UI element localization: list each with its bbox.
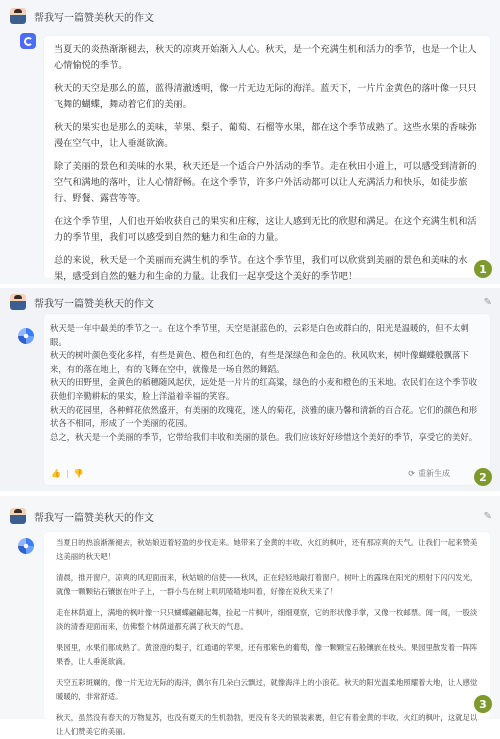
bot-logo-icon (20, 33, 36, 49)
number-badge: 2 (474, 468, 492, 486)
number-badge: 1 (474, 260, 492, 278)
answer-paragraph: 秋天是一年中最美的季节之一。在这个季节里，天空是湛蓝色的，云彩是白色或群白的，阳光是温暖的，但不太刺眼。 (50, 323, 469, 347)
edit-icon[interactable]: ✎ (483, 510, 492, 522)
answer-paragraph: 果园里，水果们都成熟了。黄澄澄的梨子，红通通的苹果，还有那紫色的葡萄，像一颗颗宝石般镶嵌在枝头。果园里散发着一阵阵果香，让人垂涎欲滴。 (56, 643, 478, 666)
answer-paragraph: 天空五彩斑斓的，像一片无边无际的海洋，偶尔有几朵白云飘过，就像海洋上的小浪花。秋天的阳光温柔地照耀着大地，让人感觉暖暖的，非常舒适。 (56, 678, 478, 701)
divider: | (66, 468, 69, 478)
refresh-icon: ⟳ (408, 468, 415, 478)
user-question: 帮我写一篇赞美秋天的作文 (34, 12, 154, 24)
answer-paragraph: 总之，秋天是一个美丽的季节，它带给我们丰收和美丽的景色。我们应该好好珍惜这个美好的季节，享受它的美好。 (50, 431, 478, 442)
conversation-panel-1 (0, 0, 500, 284)
answer-paragraph: 清晨，推开窗户，凉爽的风迎面而来，秋姑娘的信使——秋风，正在轻轻地敲打着窗户。树叶上的露珠在阳光的照射下闪闪发光，就像一颗颗钻石镶嵌在叶子上，一群小鸟在树上叽叽喳喳地叫着，好像在说秋天来了！ (56, 573, 478, 596)
answer-paragraph: 除了美丽的景色和美味的水果，秋天还是一个适合户外活动的季节。走在秋田小道上，可以感受到清新的空气和满地的落叶，让人心情舒畅。在这个季节，许多户外活动都可以让人充满活力和快乐，如徒步旅行、野餐、露营等等。 (54, 161, 477, 204)
user-avatar (10, 508, 26, 524)
user-question: 帮我写一篇赞美秋天的作文 (34, 512, 154, 524)
conversation-panel-2 (0, 288, 500, 491)
answer-card (44, 532, 490, 736)
answer-paragraph: 走在林荫道上，满地的枫叶像一只只蝴蝶翩翩起舞，捡起一片枫叶，细细观察，它的形状像手掌，又像一枚邮票。闻一闻，一股淡淡的清香迎面而来，仿佛整个林荫道都充满了秋天的气息。 (56, 608, 478, 631)
answer-card (44, 314, 490, 485)
regenerate-label: 重新生成 (418, 468, 450, 478)
answer-paragraph: 秋天的田野里，金黄色的稻穗随风起伏，远处是一片片的红高粱，绿色的小麦和橙色的玉米地。农民们在这个季节收获他们辛勤耕耘的果实，脸上洋溢着幸福的笑容。 (50, 377, 478, 401)
edit-icon[interactable]: ✎ (483, 296, 492, 308)
answer-actions (50, 467, 480, 479)
answer-paragraph: 当夏日的热浪渐渐褪去，秋姑娘迈着轻盈的步伐走来。她带来了金黄的丰收、火红的枫叶，还有那凉爽的天气。让我们一起来赞美这美丽的秋天吧！ (56, 538, 478, 561)
answer-paragraph: 秋天的果实也是那么的美味，苹果、梨子、葡萄、石榴等水果，都在这个季节成熟了。这些水果的香味弥漫在空气中，让人垂涎欲滴。 (54, 122, 477, 149)
answer-paragraph: 总的来说，秋天是一个美丽而充满生机的季节。在这个季节里，我们可以欣赏到美丽的景色和美味的水果，感受到自然的魅力和生命的力量。让我们一起享受这个美好的季节吧！ (54, 255, 468, 282)
user-avatar (10, 294, 26, 310)
number-badge: 3 (474, 695, 492, 713)
user-avatar (10, 8, 26, 24)
answer-paragraph: 秋天的天空是那么的蓝，蓝得清澈透明，像一片无边无际的海洋。蓝天下，一片片金黄色的落叶像一只只飞舞的蝴蝶，舞动着它们的美丽。 (54, 83, 477, 110)
user-question-row (10, 508, 492, 524)
regenerate-button[interactable] (408, 468, 450, 479)
answer-paragraph: 秋天的树叶颜色变化多样，有些是黄色、橙色和红色的，有些是深绿色和金色的。秋风吹来，树叶像蝴蝶般飘落下来，有的落在地上，有的飞舞在空中，就像是一场自然的舞蹈。 (50, 350, 469, 374)
answer-paragraph: 秋天的花园里，各种鲜花依然盛开，有美丽的玫瑰花，迷人的菊花，淡雅的康乃馨和清新的百合花。它们的颜色和形状各不相同，形成了一个美丽的花园。 (50, 404, 478, 429)
answer-paragraph: 在这个季节里，人们也开始收获自己的果实和庄稼，这让人感到无比的欣慰和满足。在这个充满生机和活力的季节里，我们可以感受到自然的魅力和生命的力量。 (54, 216, 477, 243)
bot-logo-icon (18, 328, 34, 344)
thumbs-up-icon[interactable]: 👍 (51, 468, 61, 478)
thumbs-down-icon[interactable]: 👎 (73, 468, 84, 478)
user-question-row (10, 8, 492, 24)
bot-logo-icon (18, 538, 34, 554)
conversation-panel-3 (0, 496, 500, 736)
answer-paragraph: 当夏天的炎热渐渐褪去，秋天的凉爽开始渐入人心。秋天，是一个充满生机和活力的季节，也是一个让人心情愉悦的季节。 (54, 44, 477, 71)
user-question: 帮我写一篇赞美秋天的作文 (34, 298, 154, 310)
answer-card (44, 36, 490, 282)
user-question-row (10, 294, 492, 310)
answer-paragraph: 秋天，虽然没有春天的万物复苏，也没有夏天的生机勃勃，更没有冬天的银装素裹，但它有着金黄的丰收、火红的枫叶，这就足以让人们赞美它的美丽。 (56, 713, 478, 736)
